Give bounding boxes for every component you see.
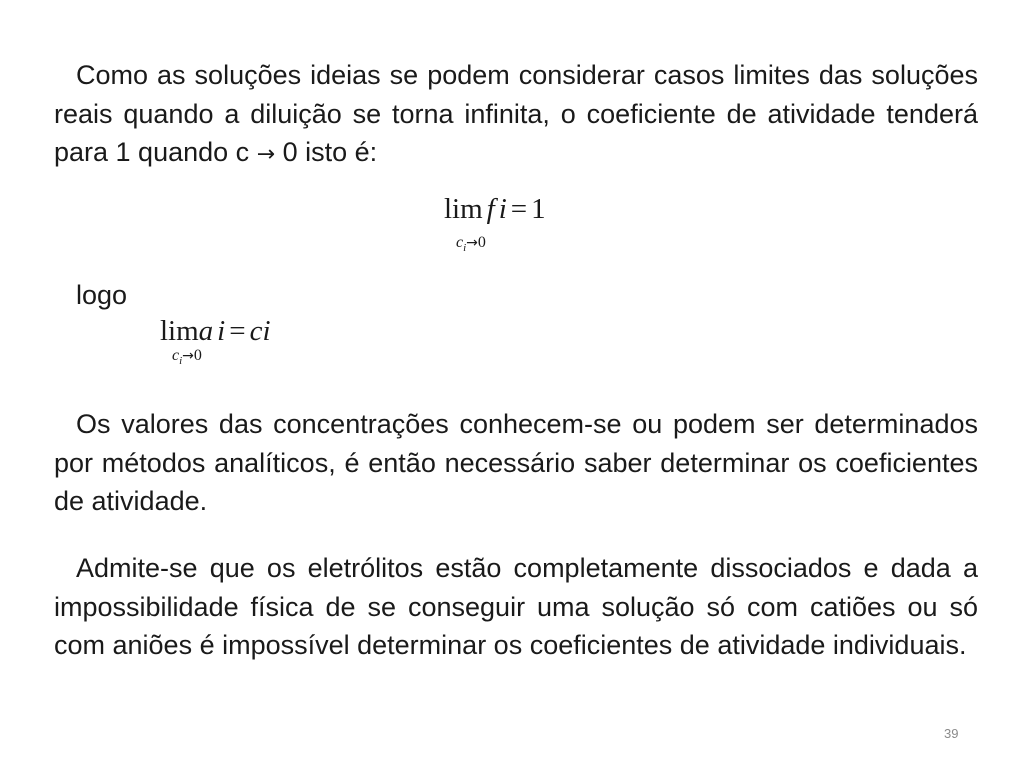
subscript-arrow-icon: → [466,235,478,251]
function-f: f [486,193,495,225]
connector-word: logo [76,280,128,310]
limit-subscript [172,347,202,365]
subscript-arrow-icon: → [182,348,194,364]
right-arrow-icon: → [256,142,276,167]
subscript-index: i [463,242,467,254]
equals-sign: = [229,315,246,347]
paragraph-electrolytes: Admite-se que os eletrólitos estão completamente dissociados e dada a impossibilidade física de se conseguir uma solução só com catiões ou só com aniões é impossível determinar os coeficientes de atividade individuais. [54,553,978,660]
equals-sign: = [510,193,528,225]
lim-operator: lim [444,193,483,225]
lim-operator: lim [160,315,199,347]
paragraph-intro-end: 0 isto é: [275,137,378,167]
paragraph-intro-text: Como as soluções ideias se podem considerar casos limites das soluções reais quando a diluição se torna infinita, o coeficiente de atividade tenderá para 1 quando c [54,60,978,167]
limit-subscript [456,234,486,252]
equation-limit-f [444,193,546,226]
equation-rhs: 1 [531,193,546,225]
subscript-target: 0 [477,234,486,251]
index-i: i [498,193,507,225]
page-number: 39 [944,726,959,741]
subscript-var: c [456,234,464,251]
index-i: i [217,315,226,347]
subscript-index: i [179,355,183,367]
subscript-var: c [172,347,180,364]
paragraph-intro [54,56,978,175]
equation-limit-a [160,315,271,348]
subscript-target: 0 [193,347,202,364]
activity-a: a [198,315,214,347]
equation-rhs: ci [249,315,271,347]
paragraph-concentrations: Os valores das concentrações conhecem-se ou podem ser determinados por métodos analíticos, é então necessário saber determinar os coeficientes de atividade. [54,409,978,516]
